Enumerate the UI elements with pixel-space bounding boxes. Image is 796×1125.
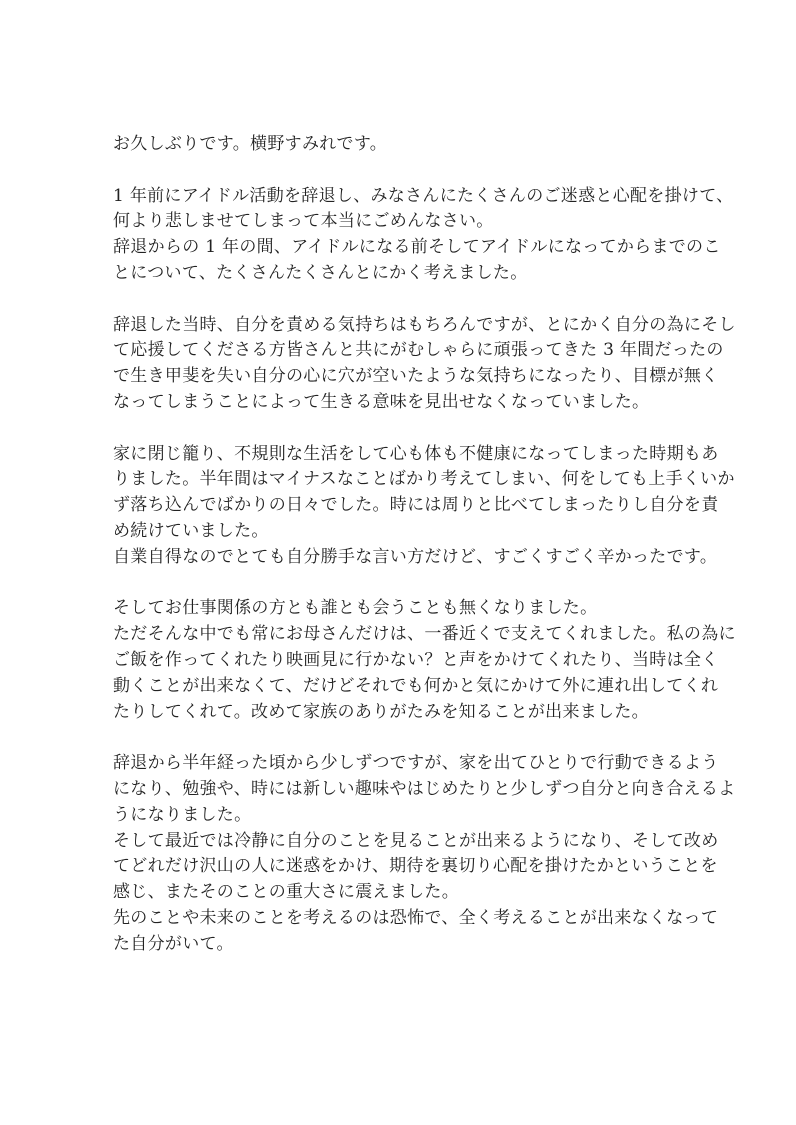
text-line: ご飯を作ってくれたり映画見に行かない？と声をかけてくれたり、当時は全く (113, 649, 719, 670)
text-line: になり、勉強や、時には新しい趣味やはじめたりと少しずつ自分と向き合えるよ (113, 778, 736, 799)
text-line: 何より悲しませてしまって本当にごめんなさい。 (113, 211, 494, 232)
text-line: 辞退から半年経った頃から少しずつですが、家を出てひとりで行動できるよう (113, 753, 719, 774)
paragraph-recovery (113, 751, 736, 957)
document-body (113, 132, 736, 958)
text-line: 辞退した当時、自分を責める気持ちはもちろんですが、とにかく自分の為にそし (113, 314, 736, 335)
text-line: 動くことが出来なくて、だけどそれでも何かと気にかけて外に連れ出してくれ (113, 675, 719, 696)
paragraph-spacer (113, 287, 687, 313)
text-line: ず落ち込んでばかりの日々でした。時には周りと比べてしまったりし自分を責 (113, 495, 719, 516)
text-line: たりしてくれて。改めて家族のありがたみを知ることが出来ました。 (113, 701, 649, 722)
text-line: 先のことや未来のことを考えるのは恐怖で、全く考えることが出来なくなって (113, 907, 719, 928)
text-line: ただそんな中でも常にお母さんだけは、一番近くで支えてくれました。私の為に (113, 624, 736, 645)
text-line: で生き甲斐を失い自分の心に穴が空いたような気持ちになったり、目標が無く (113, 366, 719, 387)
text-line: た自分がいて。 (113, 933, 234, 954)
paragraph-hardship (113, 442, 735, 571)
text-line: 1 年前にアイドル活動を辞退し、みなさんにたくさんのご迷惑と心配を掛けて、 (113, 185, 734, 206)
paragraph-greeting (113, 132, 687, 158)
text-line: 感じ、またそのことの重大さに震えました。 (113, 882, 459, 903)
paragraph-family (113, 596, 736, 725)
text-line: そしてお仕事関係の方とも誰とも会うことも無くなりました。 (113, 598, 598, 619)
paragraph-spacer (113, 571, 687, 597)
text-line: め続けていました。 (113, 520, 269, 541)
text-line: なってしまうことによって生きる意味を見出せなくなっていました。 (113, 391, 650, 412)
text-line: とについて、たくさんたくさんとにかく考えました。 (113, 262, 528, 283)
paragraph-spacer (113, 725, 687, 751)
paragraph-feelings (113, 313, 736, 416)
text-line: てどれだけ沢山の人に迷惑をかけ、期待を裏切り心配を掛けたかということを (113, 856, 718, 877)
paragraph-spacer (113, 158, 687, 184)
text-line: うになりました。 (113, 804, 252, 825)
text-line: りました。半年間はマイナスなことばかり考えてしまい、何をしても上手くいか (113, 469, 735, 490)
text-line: 辞退からの 1 年の間、アイドルになる前そしてアイドルになってからまでのこ (113, 237, 721, 258)
text-line: 自業自得なのでとても自分勝手な言い方だけど、すごくすごく辛かったです。 (113, 546, 718, 567)
text-line: そして最近では冷静に自分のことを見ることが出来るようになり、そして改め (113, 830, 719, 851)
text-line: 家に閉じ籠り、不規則な生活をして心も体も不健康になってしまった時期もあ (113, 443, 719, 464)
text-line: お久しぶりです。横野すみれです。 (113, 134, 388, 154)
paragraph-spacer (113, 416, 687, 442)
paragraph-apology (113, 184, 734, 287)
text-line: て応援してくださる方皆さんと共にがむしゃらに頑張ってきた 3 年間だったの (113, 340, 724, 361)
